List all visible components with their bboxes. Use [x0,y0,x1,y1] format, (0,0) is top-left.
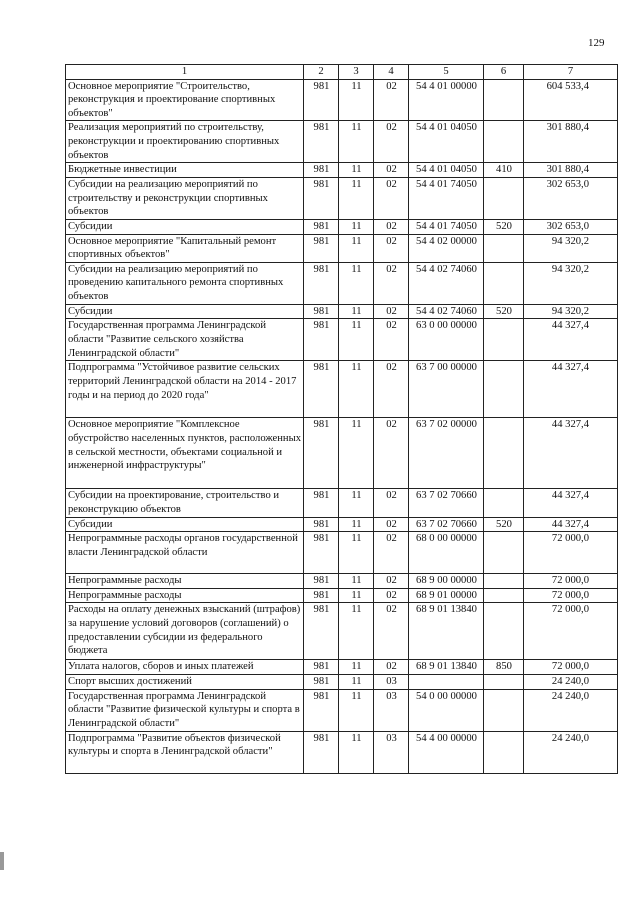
row-subsection: 02 [374,304,409,319]
row-target-article: 54 4 02 00000 [409,234,484,262]
row-grbs: 981 [304,361,339,418]
row-section: 11 [339,532,374,574]
row-target-article: 54 0 00 00000 [409,689,484,731]
table-row [66,304,618,319]
row-name: Подпрограмма "Устойчивое развитие сельских территорий Ленинградской области на 2014 - 2017 годы и на период до 2020 года" [66,361,304,418]
row-expense-type [484,489,524,517]
row-grbs: 981 [304,489,339,517]
row-subsection: 02 [374,319,409,361]
row-amount: 301 880,4 [524,121,618,163]
row-name: Государственная программа Ленинградской области "Развитие физической культуры и спорта в Ленинградской области" [66,689,304,731]
row-amount: 44 327,4 [524,418,618,489]
row-name: Государственная программа Ленинградской области "Развитие сельского хозяйства Ленинградской области" [66,319,304,361]
row-subsection: 02 [374,603,409,660]
row-subsection: 02 [374,574,409,589]
row-section: 11 [339,163,374,178]
row-grbs: 981 [304,588,339,603]
table-row [66,689,618,731]
table-body [66,79,618,773]
row-section: 11 [339,489,374,517]
row-name: Основное мероприятие "Строительство, реконструкция и проектирование спортивных объектов" [66,79,304,121]
row-expense-type [484,234,524,262]
table-row [66,489,618,517]
row-expense-type [484,731,524,773]
row-target-article: 54 4 01 74050 [409,219,484,234]
row-grbs: 981 [304,79,339,121]
table-row [66,532,618,574]
row-target-article: 68 9 00 00000 [409,574,484,589]
row-amount: 302 653,0 [524,219,618,234]
header-col-1: 1 [66,65,304,80]
row-name: Субсидии [66,304,304,319]
row-section: 11 [339,731,374,773]
row-subsection: 02 [374,219,409,234]
row-subsection: 02 [374,361,409,418]
row-name: Уплата налогов, сборов и иных платежей [66,660,304,675]
row-target-article: 63 0 00 00000 [409,319,484,361]
row-expense-type [484,361,524,418]
header-col-3: 3 [339,65,374,80]
row-name: Подпрограмма "Развитие объектов физической культуры и спорта в Ленинградской области" [66,731,304,773]
row-expense-type: 410 [484,163,524,178]
row-subsection: 02 [374,489,409,517]
header-col-2: 2 [304,65,339,80]
row-name: Расходы на оплату денежных взысканий (штрафов) за нарушение условий договоров (соглашений) о предоставлении субсидии из федерального бюджета [66,603,304,660]
table-row [66,219,618,234]
row-target-article: 68 9 01 00000 [409,588,484,603]
row-section: 11 [339,361,374,418]
row-expense-type [484,177,524,219]
row-grbs: 981 [304,262,339,304]
table-row [66,177,618,219]
row-amount: 604 533,4 [524,79,618,121]
row-name: Реализация мероприятий по строительству, реконструкции и проектированию спортивных объектов [66,121,304,163]
row-name: Субсидии на проектирование, строительство и реконструкцию объектов [66,489,304,517]
row-section: 11 [339,121,374,163]
row-grbs: 981 [304,660,339,675]
row-grbs: 981 [304,319,339,361]
row-amount: 44 327,4 [524,319,618,361]
row-amount: 72 000,0 [524,588,618,603]
row-grbs: 981 [304,674,339,689]
row-amount: 44 327,4 [524,517,618,532]
header-row [66,65,618,80]
table-row [66,574,618,589]
row-expense-type [484,574,524,589]
row-expense-type: 850 [484,660,524,675]
page-number: 129 [588,37,605,49]
row-grbs: 981 [304,603,339,660]
row-amount: 302 653,0 [524,177,618,219]
row-grbs: 981 [304,418,339,489]
row-target-article: 68 9 01 13840 [409,603,484,660]
table-row [66,731,618,773]
row-grbs: 981 [304,234,339,262]
row-amount: 24 240,0 [524,689,618,731]
table-row [66,588,618,603]
row-target-article: 54 4 01 04050 [409,163,484,178]
row-section: 11 [339,304,374,319]
row-target-article: 54 4 00 00000 [409,731,484,773]
table-row [66,121,618,163]
row-expense-type [484,603,524,660]
row-section: 11 [339,689,374,731]
row-name: Непрограммные расходы органов государственной власти Ленинградской области [66,532,304,574]
row-grbs: 981 [304,731,339,773]
row-name: Основное мероприятие "Комплексное обустройство населенных пунктов, расположенных в сельской местности, объектами социальной и инженерной инфраструктуры" [66,418,304,489]
row-expense-type [484,319,524,361]
row-subsection: 02 [374,121,409,163]
table-row [66,319,618,361]
row-expense-type [484,121,524,163]
row-grbs: 981 [304,304,339,319]
table-row [66,418,618,489]
row-subsection: 02 [374,234,409,262]
row-amount: 72 000,0 [524,603,618,660]
table-row [66,361,618,418]
row-name: Бюджетные инвестиции [66,163,304,178]
row-subsection: 02 [374,262,409,304]
budget-table-wrapper [65,64,617,774]
row-amount: 94 320,2 [524,262,618,304]
row-expense-type [484,79,524,121]
table-row [66,660,618,675]
row-name: Спорт высших достижений [66,674,304,689]
row-expense-type: 520 [484,304,524,319]
row-section: 11 [339,177,374,219]
row-section: 11 [339,262,374,304]
row-section: 11 [339,517,374,532]
row-subsection: 02 [374,177,409,219]
row-target-article: 63 7 02 70660 [409,517,484,532]
row-subsection: 02 [374,418,409,489]
row-grbs: 981 [304,574,339,589]
row-subsection: 02 [374,532,409,574]
row-target-article: 68 0 00 00000 [409,532,484,574]
row-section: 11 [339,219,374,234]
table-row [66,674,618,689]
table-row [66,262,618,304]
row-expense-type [484,532,524,574]
row-subsection: 02 [374,517,409,532]
row-subsection: 02 [374,588,409,603]
row-amount: 72 000,0 [524,574,618,589]
header-col-4: 4 [374,65,409,80]
row-target-article: 63 7 00 00000 [409,361,484,418]
row-amount: 24 240,0 [524,674,618,689]
row-section: 11 [339,79,374,121]
budget-table [65,64,618,774]
row-expense-type: 520 [484,517,524,532]
row-amount: 24 240,0 [524,731,618,773]
row-section: 11 [339,418,374,489]
row-target-article: 54 4 02 74060 [409,262,484,304]
row-expense-type [484,262,524,304]
row-amount: 94 320,2 [524,234,618,262]
row-target-article: 54 4 01 00000 [409,79,484,121]
row-name: Субсидии на реализацию мероприятий по строительству и реконструкции спортивных объектов [66,177,304,219]
table-row [66,79,618,121]
row-section: 11 [339,588,374,603]
row-name: Субсидии [66,517,304,532]
table-row [66,234,618,262]
table-row [66,603,618,660]
row-subsection: 02 [374,660,409,675]
row-expense-type [484,689,524,731]
row-expense-type [484,418,524,489]
row-section: 11 [339,319,374,361]
header-col-5: 5 [409,65,484,80]
row-subsection: 02 [374,163,409,178]
row-expense-type [484,588,524,603]
row-amount: 94 320,2 [524,304,618,319]
row-subsection: 03 [374,689,409,731]
row-target-article: 54 4 01 04050 [409,121,484,163]
row-amount: 72 000,0 [524,532,618,574]
row-grbs: 981 [304,532,339,574]
row-section: 11 [339,660,374,675]
row-subsection: 03 [374,731,409,773]
scan-edge-mark [0,852,4,870]
table-row [66,517,618,532]
row-grbs: 981 [304,163,339,178]
row-amount: 44 327,4 [524,361,618,418]
row-grbs: 981 [304,689,339,731]
row-target-article: 54 4 02 74060 [409,304,484,319]
row-section: 11 [339,674,374,689]
row-target-article: 63 7 02 70660 [409,489,484,517]
row-name: Непрограммные расходы [66,574,304,589]
row-name: Субсидии [66,219,304,234]
row-grbs: 981 [304,177,339,219]
row-expense-type [484,674,524,689]
table-row [66,163,618,178]
row-section: 11 [339,234,374,262]
row-grbs: 981 [304,121,339,163]
row-expense-type: 520 [484,219,524,234]
row-name: Непрограммные расходы [66,588,304,603]
row-subsection: 03 [374,674,409,689]
row-grbs: 981 [304,517,339,532]
row-grbs: 981 [304,219,339,234]
row-target-article: 68 9 01 13840 [409,660,484,675]
row-amount: 301 880,4 [524,163,618,178]
row-target-article [409,674,484,689]
row-amount: 44 327,4 [524,489,618,517]
row-amount: 72 000,0 [524,660,618,675]
row-name: Субсидии на реализацию мероприятий по проведению капитального ремонта спортивных объектов [66,262,304,304]
row-name: Основное мероприятие "Капитальный ремонт спортивных объектов" [66,234,304,262]
row-subsection: 02 [374,79,409,121]
header-col-6: 6 [484,65,524,80]
row-section: 11 [339,574,374,589]
header-col-7: 7 [524,65,618,80]
row-target-article: 63 7 02 00000 [409,418,484,489]
row-section: 11 [339,603,374,660]
row-target-article: 54 4 01 74050 [409,177,484,219]
